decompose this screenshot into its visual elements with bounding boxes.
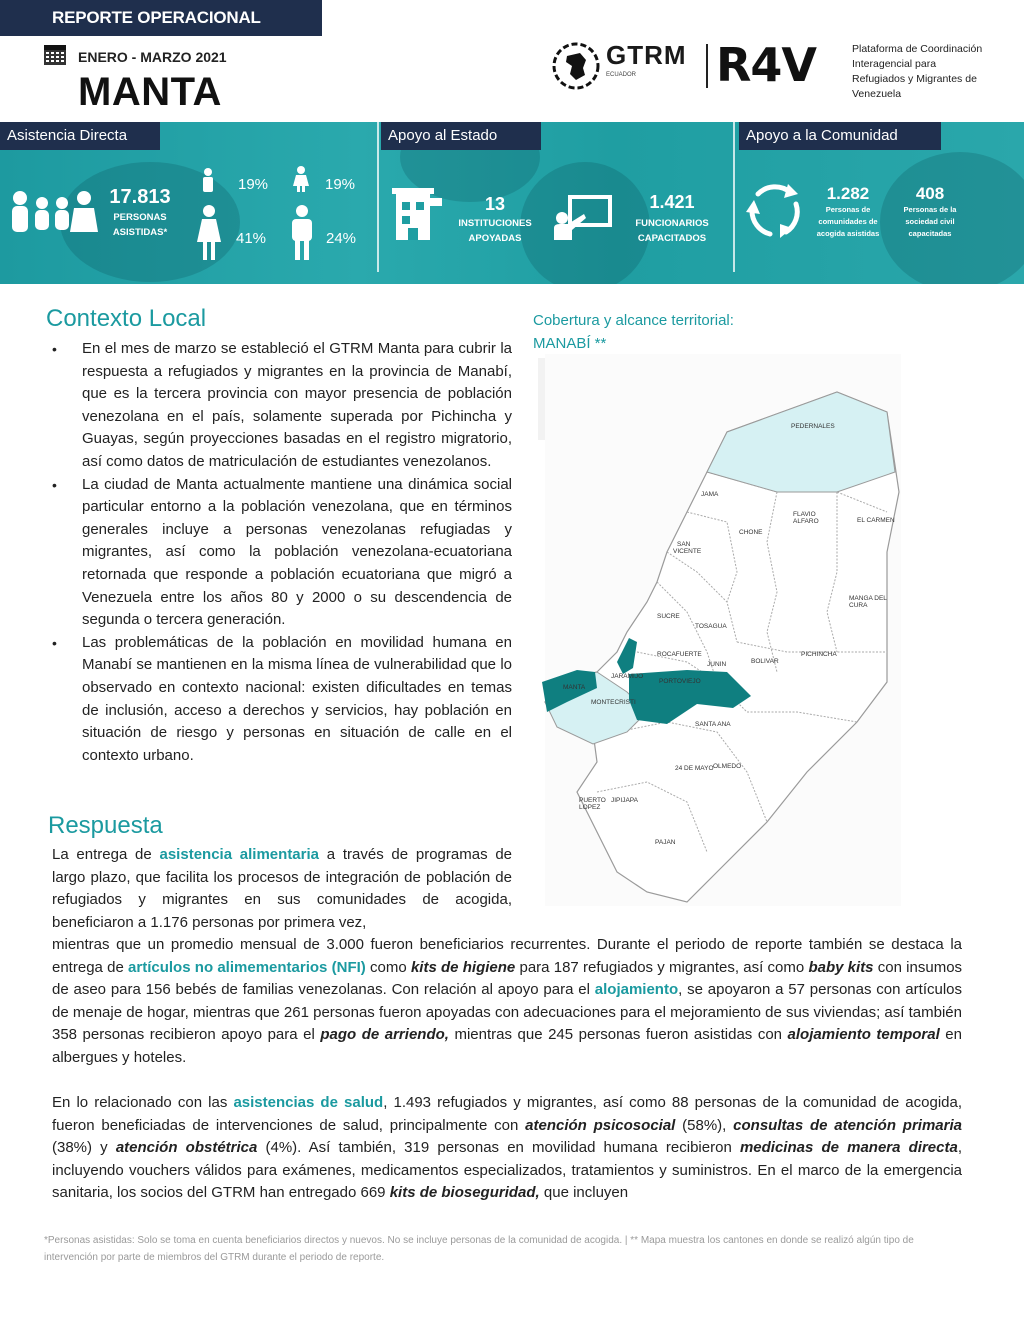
woman-icon	[196, 204, 222, 260]
institutions-label	[448, 216, 542, 246]
r4v-logo-text: R4V	[716, 38, 817, 92]
rent-payment-emphasis: pago de arriendo,	[320, 1026, 449, 1044]
banner-divider	[733, 122, 735, 272]
civil-society-value: 408	[915, 184, 945, 203]
canton-label: EL CARMEN	[857, 517, 895, 524]
section-direct-assistance: Asistencia Directa	[0, 122, 160, 150]
text-run: a través de programas de largo plazo, que facilita los procesos de integración de población de refugiados y migrantes en sus comunidades de acogida, beneficiaron a 1.176 personas por primera vez,	[52, 846, 513, 931]
canton-label: FLAVIO	[793, 511, 816, 518]
obstetric-care-emphasis: atención obstétrica	[115, 1139, 258, 1157]
canton-label: PEDERNALES	[791, 423, 835, 430]
women-percentage: 41%	[236, 230, 267, 247]
canton-label: MONTECRISTI	[591, 699, 636, 706]
text-run: mientras que un promedio mensual de 3.000 fueron beneficiarios recurrentes. Durante el periodo de reporte también se destaca la entrega de	[52, 936, 962, 976]
context-heading: Contexto Local	[46, 305, 207, 332]
text-run: que incluyen	[539, 1184, 629, 1202]
biosafety-kits-emphasis: kits de bioseguridad,	[389, 1184, 540, 1202]
text-run: , se apoyaron a 57 personas con artículos de menaje de hogar, mientras que 261 personas fueron apoyadas con adecuaciones para el mejoramiento de sus viviendas; así también 358 personas recibieron apoyo para el	[52, 981, 962, 1044]
report-type-tag: REPORTE OPERACIONAL	[0, 0, 322, 36]
baby-kits-emphasis: baby kits	[808, 958, 874, 976]
section-state-support: Apoyo al Estado	[381, 122, 541, 150]
primary-care-emphasis: consultas de atención primaria	[733, 1116, 962, 1134]
health-assistance-highlight: asistencias de salud	[233, 1094, 384, 1111]
logo-divider	[706, 44, 708, 88]
institutions-label-line: APOYADAS	[468, 233, 522, 244]
canton-label: LOPEZ	[579, 804, 601, 811]
text-run: , incluyendo vouchers válidos para exámenes, medicamentos especializados, tratamientos y suministros. En el marco de la emergencia sanitaria, los socios del GTRM han entregado 669	[52, 1139, 962, 1202]
report-period: ENERO - MARZO 2021	[78, 49, 227, 65]
canton-label: ALFARO	[793, 518, 819, 525]
canton-label: JAMA	[701, 491, 719, 498]
officials-label	[624, 216, 720, 246]
canton-label: PICHINCHA	[801, 651, 837, 658]
banner-divider	[377, 122, 379, 272]
temporary-shelter-emphasis: alojamiento temporal	[787, 1026, 940, 1044]
text-run: como	[365, 958, 411, 976]
context-bullet: • Las problemáticas de la población en movilidad humana en Manabí se mantienen en la misma línea de vulnerabilidad que lo observado en contexto nacional: existen dificultades en temas de inclusión, acceso a derechos y servicios, hay población en situación de riesgo y personas en situación de calle en el contexto urbano.	[48, 632, 512, 768]
officials-label-line: FUNCIONARIOS	[635, 218, 709, 229]
canton-label: BOLIVAR	[751, 658, 779, 665]
partner-logos	[552, 38, 992, 100]
canton-label: ROCAFUERTE	[657, 651, 702, 658]
response-heading: Respuesta	[48, 812, 163, 839]
canton-label: 24 DE MAYO	[675, 765, 714, 772]
canton-label: OLMEDO	[713, 763, 742, 770]
institution-building-icon	[392, 184, 446, 242]
canton-label: PAJAN	[655, 839, 676, 846]
context-bullet-list	[48, 338, 512, 767]
girl-icon	[292, 166, 310, 192]
family-icon	[8, 188, 98, 238]
institutions-label-line: INSTITUCIONES	[458, 218, 532, 229]
gtrm-globe-icon	[552, 42, 600, 90]
text-run: La entrega de	[52, 846, 160, 863]
response-paragraph-1-top	[52, 844, 512, 934]
r4v-description: Plataforma de Coordinación Interagencial para Refugiados y Migrantes de Venezuela	[852, 43, 983, 100]
gtrm-logo-text: GTRM	[606, 40, 687, 70]
canton-label: PUERTO	[579, 797, 606, 804]
direct-assisted-label-line: ASISTIDAS*	[112, 227, 168, 238]
response-paragraph-2	[52, 1092, 962, 1205]
city-title: MANTA	[78, 70, 222, 114]
text-run: mientras que 245 personas fueron asistidas con	[448, 1026, 788, 1044]
indicators-banner	[0, 122, 1024, 284]
map-title-line: Cobertura y alcance territorial:	[533, 312, 734, 329]
direct-assisted-label	[104, 210, 176, 240]
text-run: en albergues y hoteles.	[52, 1026, 962, 1066]
nfi-highlight: artículos no alimementarios (NFI)	[128, 958, 366, 976]
direct-assisted-label-line: PERSONAS	[113, 212, 167, 223]
canton-label: SUCRE	[657, 613, 680, 620]
text-run: para 187 refugiados y migrantes, así como	[515, 958, 809, 976]
canton-label: MANGA DEL	[849, 595, 887, 602]
text-run: con insumos de aseo para 156 bebés de familias venezolanas. Con relación al apoyo para el	[52, 958, 963, 999]
direct-medicines-emphasis: medicinas de manera directa	[739, 1139, 958, 1157]
hygiene-kits-emphasis: kits de higiene	[410, 958, 516, 976]
community-cycle-icon	[744, 180, 804, 240]
canton-label: SAN	[677, 541, 691, 548]
response-paragraph-1-bottom	[52, 934, 962, 1070]
gtrm-logo-subtitle: ECUADOR	[606, 72, 637, 78]
food-assistance-highlight: asistencia alimentaria	[159, 846, 319, 863]
calendar-icon	[44, 45, 66, 65]
civil-society-label: Personas de la sociedad civil capacitadas	[903, 205, 957, 238]
canton-label: JARAMIJO	[611, 673, 644, 680]
canton-label: TOSAGUA	[695, 623, 727, 630]
men-percentage: 24%	[326, 230, 357, 247]
canton-label: CURA	[849, 602, 868, 609]
canton-label: JUNIN	[707, 661, 727, 668]
host-community-value: 1.282	[826, 184, 870, 203]
manabi-cantons-map	[537, 352, 903, 907]
man-icon	[288, 204, 316, 260]
canton-label: VICENTE	[673, 548, 702, 555]
training-board-icon	[552, 194, 614, 240]
text-run: (58%),	[675, 1116, 734, 1134]
footnote: *Personas asistidas: Solo se toma en cuenta beneficiarios directos y nuevos. No se incluye personas de la comunidad de acogida. | ** Mapa muestra los cantones en donde se realizó algún tipo de intervención por parte de miembros del GTRM durante el periodo de reporte.	[44, 1235, 914, 1263]
officials-label-line: CAPACITADOS	[637, 233, 707, 244]
text-run: (4%). Así también, 319 personas en movilidad humana recibieron	[257, 1139, 740, 1157]
direct-assisted-value: 17.813	[109, 186, 171, 208]
section-community-support: Apoyo a la Comunidad	[739, 122, 941, 150]
text-run: En lo relacionado con las	[52, 1094, 234, 1111]
canton-label: JIPIJAPA	[611, 797, 638, 804]
officials-value: 1.421	[649, 192, 695, 212]
canton-label: SANTA ANA	[695, 721, 731, 728]
canton-label: MANTA	[563, 684, 586, 691]
text-run: , 1.493 refugiados y migrantes, así como 88 personas de la comunidad de acogida, fueron beneficiadas de intervenciones de salud, principalmente con	[52, 1094, 962, 1134]
canton-label: PORTOVIEJO	[659, 678, 701, 685]
canton-label: CHONE	[739, 529, 763, 536]
girls-percentage: 19%	[325, 176, 356, 193]
map-title	[533, 309, 734, 355]
housing-highlight: alojamiento	[594, 981, 679, 999]
psychosocial-emphasis: atención psicosocial	[525, 1116, 676, 1134]
context-bullet: • La ciudad de Manta actualmente mantiene una dinámica social particular entorno a la población venezolana, que en términos generales incluye a personas venezolanas refugiadas y migrantes, así como la población venezolana-ecuatoriana retornada que responde a población ecuatoriana que migró a Venezuela entre los años 80 y 2000 o su descendencia de segunda o tercera generación.	[48, 474, 512, 632]
context-bullet: • En el mes de marzo se estableció el GTRM Manta para cubrir la respuesta a refugiados y migrantes en la provincia de Manabí, que es la tercera provincia con mayor presencia de población venezolana en el país, solamente superada por Pichincha y Guayas, según proyecciones basadas en el registro migratorio, así como datos de matriculación de estudiantes venezolanos.	[48, 338, 512, 474]
text-run: (38%) y	[52, 1139, 116, 1157]
map-title-province: MANABÍ **	[533, 335, 607, 352]
boy-icon	[200, 168, 216, 192]
institutions-value: 13	[484, 194, 506, 214]
boys-percentage: 19%	[238, 176, 269, 193]
host-community-label: Personas de comunidades de acogida asistidas	[816, 205, 880, 238]
